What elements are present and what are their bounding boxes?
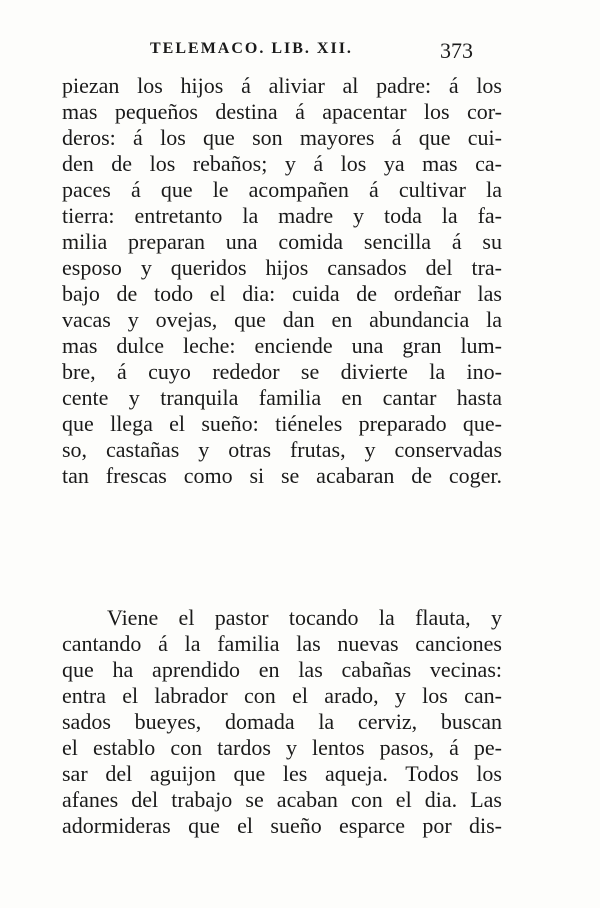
text-line: cente y tranquila familia en cantar hasta bbox=[62, 385, 502, 410]
text-line: vacas y ovejas, que dan en abundancia la bbox=[62, 307, 502, 332]
text-line: den de los rebaños; y á los ya mas ca- bbox=[62, 151, 502, 176]
text-line: piezan los hijos á aliviar al padre: á los bbox=[62, 73, 502, 98]
text-line: tierra: entretanto la madre y toda la fa- bbox=[62, 203, 502, 228]
text-line: entra el labrador con el arado, y los can- bbox=[62, 683, 502, 708]
text-line: afanes del trabajo se acaban con el dia. Las bbox=[62, 787, 502, 812]
text-line: sados bueyes, domada la cerviz, buscan bbox=[62, 709, 502, 734]
text-line: Viene el pastor tocando la flauta, y bbox=[107, 605, 502, 630]
text-line: deros: á los que son mayores á que cui- bbox=[62, 125, 502, 150]
text-line: sar del aguijon que les aqueja. Todos los bbox=[62, 761, 502, 786]
paragraph-1 bbox=[62, 73, 502, 489]
text-line: bajo de todo el dia: cuida de ordeñar las bbox=[62, 281, 502, 306]
text-line: cantando á la familia las nuevas canciones bbox=[62, 631, 502, 656]
text-line: tan frescas como si se acabaran de coger. bbox=[62, 463, 502, 488]
text-line: so, castañas y otras frutas, y conservadas bbox=[62, 437, 502, 462]
text-line: mas pequeños destina á apacentar los cor- bbox=[62, 99, 502, 124]
text-line: bre, á cuyo rededor se divierte la ino- bbox=[62, 359, 502, 384]
text-line: mas dulce leche: enciende una gran lum- bbox=[62, 333, 502, 358]
text-line: que ha aprendido en las cabañas vecinas: bbox=[62, 657, 502, 682]
text-line: milia preparan una comida sencilla á su bbox=[62, 229, 502, 254]
page-number: 373 bbox=[440, 38, 473, 63]
text-line: paces á que le acompañen á cultivar la bbox=[62, 177, 502, 202]
paragraph-2 bbox=[62, 605, 502, 839]
text-line: el establo con tardos y lentos pasos, á pe- bbox=[62, 735, 502, 760]
text-line: que llega el sueño: tiéneles preparado que- bbox=[62, 411, 502, 436]
text-line: adormideras que el sueño esparce por dis- bbox=[62, 813, 502, 838]
text-line: esposo y queridos hijos cansados del tra- bbox=[62, 255, 502, 280]
running-title: TELEMACO. LIB. XII. bbox=[150, 40, 353, 57]
